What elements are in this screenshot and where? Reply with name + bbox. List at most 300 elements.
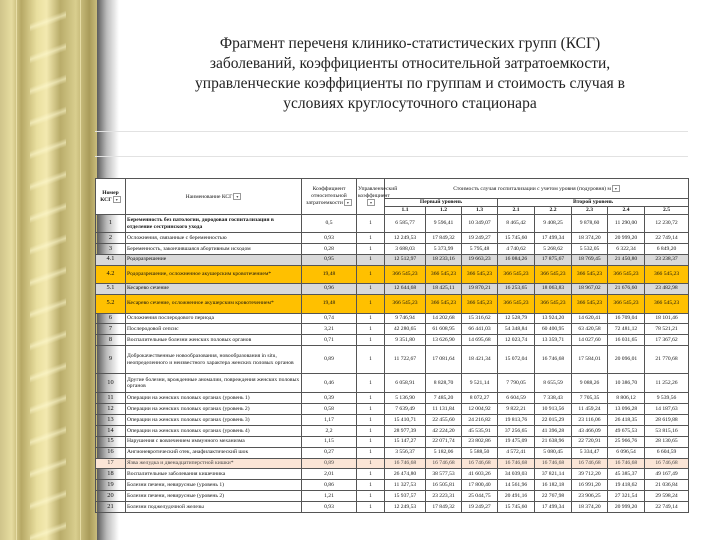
- ksg-name-cell: Беременность, закончившаяся абортивным исходом: [126, 243, 302, 254]
- case-cost-cell: 11 459,24: [572, 404, 608, 415]
- table-row: [96, 324, 689, 335]
- case-cost-cell: 11 327,53: [385, 480, 426, 491]
- case-cost-cell: 14 695,68: [462, 335, 498, 346]
- filter-dropdown-icon[interactable]: ▾: [367, 199, 375, 206]
- management-coefficient-cell: 1: [357, 254, 385, 265]
- management-coefficient-cell: 1: [357, 233, 385, 244]
- case-cost-cell: 37 256,65: [498, 425, 535, 436]
- case-cost-cell: 17 499,34: [535, 502, 572, 513]
- table-row: [96, 436, 689, 447]
- case-cost-cell: 45 535,91: [462, 425, 498, 436]
- filter-dropdown-icon[interactable]: ▾: [612, 185, 620, 192]
- case-cost-cell: 21 450,80: [608, 254, 645, 265]
- case-cost-cell: 6 849,20: [645, 243, 689, 254]
- case-cost-cell: 5 080,45: [535, 447, 572, 458]
- case-cost-cell: 25 044,75: [462, 491, 498, 502]
- table-row: [96, 346, 689, 374]
- case-cost-cell: 8 828,70: [426, 374, 462, 393]
- case-cost-cell: 16 746,68: [572, 458, 608, 469]
- case-cost-cell: 6 604,59: [498, 393, 535, 404]
- case-cost-cell: 10 913,56: [535, 404, 572, 415]
- case-cost-cell: 366 545,23: [572, 294, 608, 313]
- case-cost-cell: 10 386,70: [608, 374, 645, 393]
- table-row: [96, 458, 689, 469]
- case-cost-cell: 6 322,34: [608, 243, 645, 254]
- case-cost-cell: 19 663,23: [462, 254, 498, 265]
- management-coefficient-cell: 1: [357, 404, 385, 415]
- case-cost-cell: 17 849,32: [426, 502, 462, 513]
- header-sublevel: 1.1: [385, 207, 426, 215]
- case-cost-cell: 22 720,91: [572, 436, 608, 447]
- header-sublevel: 2.5: [645, 207, 689, 215]
- case-cost-cell: 19 249,27: [462, 502, 498, 513]
- cost-coefficient-cell: 19,48: [302, 265, 357, 283]
- ksg-name-cell: Осложнения, связанные с беременностью: [126, 233, 302, 244]
- cost-coefficient-cell: 1,15: [302, 436, 357, 447]
- ksg-number-cell: 1: [96, 215, 126, 233]
- case-cost-cell: 21 638,96: [535, 436, 572, 447]
- management-coefficient-cell: 1: [357, 436, 385, 447]
- cost-coefficient-cell: 0,89: [302, 458, 357, 469]
- ksg-number-cell: 7: [96, 324, 126, 335]
- management-coefficient-cell: 1: [357, 243, 385, 254]
- case-cost-cell: 17 499,34: [535, 233, 572, 244]
- cost-coefficient-cell: 0,86: [302, 480, 357, 491]
- case-cost-cell: 11 131,84: [426, 404, 462, 415]
- case-cost-cell: 16 746,68: [385, 458, 426, 469]
- case-cost-cell: 23 116,06: [572, 415, 608, 426]
- case-cost-cell: 15 147,27: [385, 436, 426, 447]
- case-cost-cell: 20 096,01: [608, 346, 645, 374]
- case-cost-cell: 366 545,23: [462, 294, 498, 313]
- case-cost-cell: 26 474,80: [385, 469, 426, 480]
- ksg-name-cell: Ангионевротический отек, анафилактический шок: [126, 447, 302, 458]
- case-cost-cell: 366 545,23: [385, 265, 426, 283]
- ksg-number-cell: 9: [96, 346, 126, 374]
- ksg-name-cell: Операции на женских половых органах (уровень 1): [126, 393, 302, 404]
- ksg-number-cell: 4.2: [96, 265, 126, 283]
- case-cost-cell: 27 321,54: [608, 491, 645, 502]
- ksg-number-cell: 6: [96, 313, 126, 324]
- ksg-name-cell: Послеродовой сепсис: [126, 324, 302, 335]
- case-cost-cell: 5 334,47: [572, 447, 608, 458]
- case-cost-cell: 366 545,23: [645, 294, 689, 313]
- ksg-name-cell: Осложнения послеродового периода: [126, 313, 302, 324]
- ksg-name-cell: Нарушения с вовлечением иммунного механизма: [126, 436, 302, 447]
- case-cost-cell: 18 967,02: [572, 283, 608, 294]
- case-cost-cell: 15 937,57: [385, 491, 426, 502]
- case-cost-cell: 15 410,71: [385, 415, 426, 426]
- management-coefficient-cell: 1: [357, 502, 385, 513]
- case-cost-cell: 15 745,60: [498, 233, 535, 244]
- case-cost-cell: 14 027,60: [572, 335, 608, 346]
- spreadsheet-gridlines: [95, 131, 688, 181]
- decorative-gold-frame: [0, 0, 97, 540]
- case-cost-cell: 12 023,74: [498, 335, 535, 346]
- cost-coefficient-cell: 0,89: [302, 346, 357, 374]
- ksg-number-cell: 2: [96, 233, 126, 244]
- case-cost-cell: 17 081,64: [426, 346, 462, 374]
- case-cost-cell: 49 675,53: [608, 425, 645, 436]
- ksg-name-cell: Операции на женских половых органах (уровень 4): [126, 425, 302, 436]
- management-coefficient-cell: 1: [357, 215, 385, 233]
- case-cost-cell: 41 396,28: [535, 425, 572, 436]
- case-cost-cell: 22 749,14: [645, 233, 689, 244]
- ksg-name-cell: Болезни печени, невирусные (уровень 2): [126, 491, 302, 502]
- case-cost-cell: 23 802,86: [462, 436, 498, 447]
- case-cost-cell: 9 878,60: [572, 215, 608, 233]
- case-cost-cell: 18 425,11: [426, 283, 462, 294]
- management-coefficient-cell: 1: [357, 294, 385, 313]
- case-cost-cell: 16 182,18: [535, 480, 572, 491]
- case-cost-cell: 9 351,80: [385, 335, 426, 346]
- case-cost-cell: 16 746,68: [498, 458, 535, 469]
- table-row: [96, 447, 689, 458]
- header-sublevel: 2.1: [498, 207, 535, 215]
- case-cost-cell: 23 223,31: [426, 491, 462, 502]
- ksg-name-cell: Операции на женских половых органах (уровень 3): [126, 415, 302, 426]
- case-cost-cell: 28 977,39: [385, 425, 426, 436]
- case-cost-cell: 22 455,60: [426, 415, 462, 426]
- case-cost-cell: 28 619,88: [645, 415, 689, 426]
- filter-dropdown-icon[interactable]: ▾: [113, 196, 121, 203]
- ksg-number-cell: 13: [96, 415, 126, 426]
- case-cost-cell: 366 545,23: [572, 265, 608, 283]
- cost-coefficient-cell: 0,27: [302, 447, 357, 458]
- cost-coefficient-cell: 0,5: [302, 215, 357, 233]
- case-cost-cell: 37 821,14: [535, 469, 572, 480]
- case-cost-cell: 11 252,26: [645, 374, 689, 393]
- case-cost-cell: 5 532,05: [572, 243, 608, 254]
- case-cost-cell: 366 545,23: [426, 294, 462, 313]
- management-coefficient-cell: 1: [357, 447, 385, 458]
- case-cost-cell: 20 999,20: [608, 502, 645, 513]
- table-row: [96, 313, 689, 324]
- case-cost-cell: 45 385,37: [608, 469, 645, 480]
- case-cost-cell: 11 290,00: [608, 215, 645, 233]
- case-cost-cell: 18 233,16: [426, 254, 462, 265]
- management-coefficient-cell: 1: [357, 313, 385, 324]
- slide-title: [130, 34, 690, 114]
- cost-coefficient-cell: 0,74: [302, 313, 357, 324]
- management-coefficient-cell: 1: [357, 469, 385, 480]
- case-cost-cell: 26 418,35: [608, 415, 645, 426]
- header-level-2: Второй уровень: [498, 199, 689, 207]
- case-cost-cell: 12 004,92: [462, 404, 498, 415]
- case-cost-cell: 22 071,74: [426, 436, 462, 447]
- case-cost-cell: 22 749,14: [645, 502, 689, 513]
- cost-coefficient-cell: 0,39: [302, 393, 357, 404]
- case-cost-cell: 14 561,96: [498, 480, 535, 491]
- case-cost-cell: 16 746,68: [426, 458, 462, 469]
- ksg-number-cell: 11: [96, 393, 126, 404]
- cost-coefficient-cell: 1,21: [302, 491, 357, 502]
- management-coefficient-cell: 1: [357, 324, 385, 335]
- case-cost-cell: 9 822,21: [498, 404, 535, 415]
- case-cost-cell: 12 249,53: [385, 233, 426, 244]
- case-cost-cell: 11 722,67: [385, 346, 426, 374]
- case-cost-cell: 23 906,25: [572, 491, 608, 502]
- case-cost-cell: 5 136,90: [385, 393, 426, 404]
- header-cost-coefficient[interactable]: Коэффициент относительной затратоемкости ▾: [302, 179, 357, 215]
- header-sublevel: 1.3: [462, 207, 498, 215]
- case-cost-cell: 16 746,68: [535, 458, 572, 469]
- header-cost-group: Стоимость случая госпитализации с учетом уровня (подуровня) м ▾: [385, 179, 689, 199]
- case-cost-cell: 19 813,76: [498, 415, 535, 426]
- case-cost-cell: 7 705,35: [572, 393, 608, 404]
- case-cost-cell: 16 709,04: [608, 313, 645, 324]
- case-cost-cell: 23 482,98: [645, 283, 689, 294]
- case-cost-cell: 18 374,20: [572, 233, 608, 244]
- case-cost-cell: 16 505,81: [426, 480, 462, 491]
- ksg-number-cell: 3: [96, 243, 126, 254]
- case-cost-cell: 17 875,67: [535, 254, 572, 265]
- case-cost-cell: 12 230,72: [645, 215, 689, 233]
- ksg-name-cell: Беременность без патологии, дородовая госпитализация в отделение сестринского ухода: [126, 215, 302, 233]
- header-sublevel: 1.2: [426, 207, 462, 215]
- case-cost-cell: 12 512,97: [385, 254, 426, 265]
- ksg-number-cell: 20: [96, 491, 126, 502]
- cost-coefficient-cell: 19,48: [302, 294, 357, 313]
- case-cost-cell: 9 521,14: [462, 374, 498, 393]
- table-row: [96, 502, 689, 513]
- header-ksg-name[interactable]: Наименование КСГ ▾: [126, 179, 302, 215]
- case-cost-cell: 7 485,20: [426, 393, 462, 404]
- table-row: [96, 469, 689, 480]
- cost-coefficient-cell: 0,95: [302, 254, 357, 265]
- header-ksg-number[interactable]: Номер КСГ ▾: [96, 179, 126, 215]
- cost-coefficient-cell: 3,21: [302, 324, 357, 335]
- management-coefficient-cell: 1: [357, 265, 385, 283]
- case-cost-cell: 8 072,27: [462, 393, 498, 404]
- table-row: [96, 233, 689, 244]
- management-coefficient-cell: 1: [357, 335, 385, 346]
- case-cost-cell: 28 130,65: [645, 436, 689, 447]
- cost-coefficient-cell: 0,96: [302, 283, 357, 294]
- management-coefficient-cell: 1: [357, 393, 385, 404]
- case-cost-cell: 54 348,84: [498, 324, 535, 335]
- case-cost-cell: 13 924,20: [535, 313, 572, 324]
- table-row: [96, 404, 689, 415]
- case-cost-cell: 14 620,41: [572, 313, 608, 324]
- management-coefficient-cell: 1: [357, 374, 385, 393]
- title-line: управленческие коэффициенты по группам и стоимость случая в: [195, 75, 625, 92]
- case-cost-cell: 42 224,20: [426, 425, 462, 436]
- frame-stripe: [16, 0, 17, 540]
- case-cost-cell: 5 182,06: [426, 447, 462, 458]
- table-row: [96, 415, 689, 426]
- ksg-name-cell: Доброкачественные новообразования, новообразования in situ, неопределенного и неизвестного характера женских половых органов: [126, 346, 302, 374]
- table-row: [96, 215, 689, 233]
- case-cost-cell: 19 249,27: [462, 233, 498, 244]
- case-cost-cell: 6 096,54: [608, 447, 645, 458]
- case-cost-cell: 18 421,34: [462, 346, 498, 374]
- case-cost-cell: 14 202,68: [426, 313, 462, 324]
- case-cost-cell: 9 539,56: [645, 393, 689, 404]
- ksg-number-cell: 5.1: [96, 283, 126, 294]
- frame-twisted-column: [30, 0, 66, 540]
- header-sublevel: 2.3: [572, 207, 608, 215]
- case-cost-cell: 17 849,32: [426, 233, 462, 244]
- cost-coefficient-cell: 0,58: [302, 404, 357, 415]
- case-cost-cell: 4 740,62: [498, 243, 535, 254]
- case-cost-cell: 16 031,65: [608, 335, 645, 346]
- table-row: [96, 335, 689, 346]
- header-sublevel: 2.2: [535, 207, 572, 215]
- case-cost-cell: 17 367,62: [645, 335, 689, 346]
- title-line: условиях круглосуточного стационара: [283, 95, 537, 112]
- case-cost-cell: 8 806,12: [608, 393, 645, 404]
- case-cost-cell: 24 216,82: [462, 415, 498, 426]
- case-cost-cell: 60 400,95: [535, 324, 572, 335]
- case-cost-cell: 4 572,41: [498, 447, 535, 458]
- case-cost-cell: 5 373,99: [426, 243, 462, 254]
- table-row: [96, 393, 689, 404]
- ksg-name-cell: Язва желудка и двенадцатиперстной кишки*: [126, 458, 302, 469]
- management-coefficient-cell: 1: [357, 458, 385, 469]
- case-cost-cell: 6 604,59: [645, 447, 689, 458]
- management-coefficient-cell: 1: [357, 480, 385, 491]
- ksg-name-cell: Болезни поджелудочной железы: [126, 502, 302, 513]
- case-cost-cell: 16 253,65: [498, 283, 535, 294]
- cost-coefficient-cell: 0,46: [302, 374, 357, 393]
- case-cost-cell: 43 466,09: [572, 425, 608, 436]
- cost-coefficient-cell: 2,01: [302, 469, 357, 480]
- case-cost-cell: 366 545,23: [462, 265, 498, 283]
- ksg-name-cell: Болезни печени, невирусные (уровень 1): [126, 480, 302, 491]
- case-cost-cell: 9 746,94: [385, 313, 426, 324]
- ksg-name-cell: Родоразрешение: [126, 254, 302, 265]
- ksg-name-cell: Кесарево сечение: [126, 283, 302, 294]
- cost-coefficient-cell: 1,17: [302, 415, 357, 426]
- case-cost-cell: 20 491,16: [498, 491, 535, 502]
- case-cost-cell: 366 545,23: [535, 294, 572, 313]
- ksg-name-cell: Другие болезни, врожденные аномалии, повреждения женских половых органов: [126, 374, 302, 393]
- case-cost-cell: 9 596,41: [426, 215, 462, 233]
- table-row: [96, 283, 689, 294]
- case-cost-cell: 12 644,68: [385, 283, 426, 294]
- frame-stripe: [80, 0, 81, 540]
- case-cost-cell: 13 359,71: [535, 335, 572, 346]
- ksg-name-cell: Воспалительные заболевания кишечника: [126, 469, 302, 480]
- case-cost-cell: 20 999,20: [608, 233, 645, 244]
- case-cost-cell: 366 545,23: [535, 265, 572, 283]
- table-row: [96, 294, 689, 313]
- case-cost-cell: 15 316,62: [462, 313, 498, 324]
- ksg-number-cell: 8: [96, 335, 126, 346]
- case-cost-cell: 6 585,77: [385, 215, 426, 233]
- case-cost-cell: 18 101,46: [645, 313, 689, 324]
- title-line: Фрагмент переченя клинико-статистических групп (КСГ): [219, 35, 601, 52]
- management-coefficient-cell: 1: [357, 491, 385, 502]
- case-cost-cell: 53 815,16: [645, 425, 689, 436]
- case-cost-cell: 16 746,68: [535, 346, 572, 374]
- case-cost-cell: 23 238,37: [645, 254, 689, 265]
- ksg-name-cell: Кесарево сечение, осложненное акушерским кровотечением*: [126, 294, 302, 313]
- filter-dropdown-icon[interactable]: ▾: [344, 199, 352, 206]
- case-cost-cell: 16 084,26: [498, 254, 535, 265]
- case-cost-cell: 34 039,03: [498, 469, 535, 480]
- case-cost-cell: 5 795,48: [462, 243, 498, 254]
- case-cost-cell: 18 063,83: [535, 283, 572, 294]
- case-cost-cell: 14 187,63: [645, 404, 689, 415]
- table-row: [96, 254, 689, 265]
- cost-coefficient-cell: 0,71: [302, 335, 357, 346]
- filter-dropdown-icon[interactable]: ▾: [233, 193, 241, 200]
- case-cost-cell: 15 072,04: [498, 346, 535, 374]
- case-cost-cell: 3 556,37: [385, 447, 426, 458]
- case-cost-cell: 18 374,20: [572, 502, 608, 513]
- table-row: [96, 480, 689, 491]
- management-coefficient-cell: 1: [357, 283, 385, 294]
- header-management-coefficient[interactable]: Управленческий коэффициент▾: [357, 179, 385, 215]
- ksg-name-cell: Родоразрешение, осложненное акушерским кровотечением*: [126, 265, 302, 283]
- case-cost-cell: 7 639,49: [385, 404, 426, 415]
- case-cost-cell: 49 167,49: [645, 469, 689, 480]
- table-row: [96, 265, 689, 283]
- case-cost-cell: 21 676,60: [608, 283, 645, 294]
- case-cost-cell: 366 545,23: [498, 294, 535, 313]
- case-cost-cell: 19 870,21: [462, 283, 498, 294]
- case-cost-cell: 16 991,20: [572, 480, 608, 491]
- case-cost-cell: 78 521,21: [645, 324, 689, 335]
- case-cost-cell: 3 688,03: [385, 243, 426, 254]
- case-cost-cell: 8 465,42: [498, 215, 535, 233]
- case-cost-cell: 16 746,68: [645, 458, 689, 469]
- ksg-number-cell: 5.2: [96, 294, 126, 313]
- case-cost-cell: 21 036,84: [645, 480, 689, 491]
- ksg-number-cell: 16: [96, 447, 126, 458]
- case-cost-cell: 9 088,26: [572, 374, 608, 393]
- case-cost-cell: 366 545,23: [385, 294, 426, 313]
- case-cost-cell: 12 528,79: [498, 313, 535, 324]
- case-cost-cell: 61 608,95: [426, 324, 462, 335]
- cost-coefficient-cell: 2,2: [302, 425, 357, 436]
- management-coefficient-cell: 1: [357, 425, 385, 436]
- table-row: [96, 491, 689, 502]
- case-cost-cell: 16 746,68: [462, 458, 498, 469]
- case-cost-cell: 19 475,09: [498, 436, 535, 447]
- case-cost-cell: 17 800,40: [462, 480, 498, 491]
- case-cost-cell: 66 441,03: [462, 324, 498, 335]
- case-cost-cell: 7 790,05: [498, 374, 535, 393]
- management-coefficient-cell: 1: [357, 415, 385, 426]
- case-cost-cell: 25 966,76: [608, 436, 645, 447]
- case-cost-cell: 8 655,59: [535, 374, 572, 393]
- table-row: [96, 425, 689, 436]
- header-sublevel: 2.4: [608, 207, 645, 215]
- header-level-1: Первый уровень: [385, 199, 498, 207]
- case-cost-cell: 366 545,23: [426, 265, 462, 283]
- case-cost-cell: 9 408,25: [535, 215, 572, 233]
- case-cost-cell: 13 096,28: [608, 404, 645, 415]
- case-cost-cell: 7 338,43: [535, 393, 572, 404]
- case-cost-cell: 366 545,23: [645, 265, 689, 283]
- management-coefficient-cell: 1: [357, 346, 385, 374]
- ksg-number-cell: 19: [96, 480, 126, 491]
- ksg-number-cell: 12: [96, 404, 126, 415]
- case-cost-cell: 5 268,62: [535, 243, 572, 254]
- ksg-number-cell: 15: [96, 436, 126, 447]
- case-cost-cell: 29 598,24: [645, 491, 689, 502]
- cost-coefficient-cell: 0,93: [302, 233, 357, 244]
- case-cost-cell: 38 577,53: [426, 469, 462, 480]
- ksg-number-cell: 18: [96, 469, 126, 480]
- case-cost-cell: 42 280,65: [385, 324, 426, 335]
- case-cost-cell: 12 249,53: [385, 502, 426, 513]
- case-cost-cell: 21 770,68: [645, 346, 689, 374]
- case-cost-cell: 6 058,91: [385, 374, 426, 393]
